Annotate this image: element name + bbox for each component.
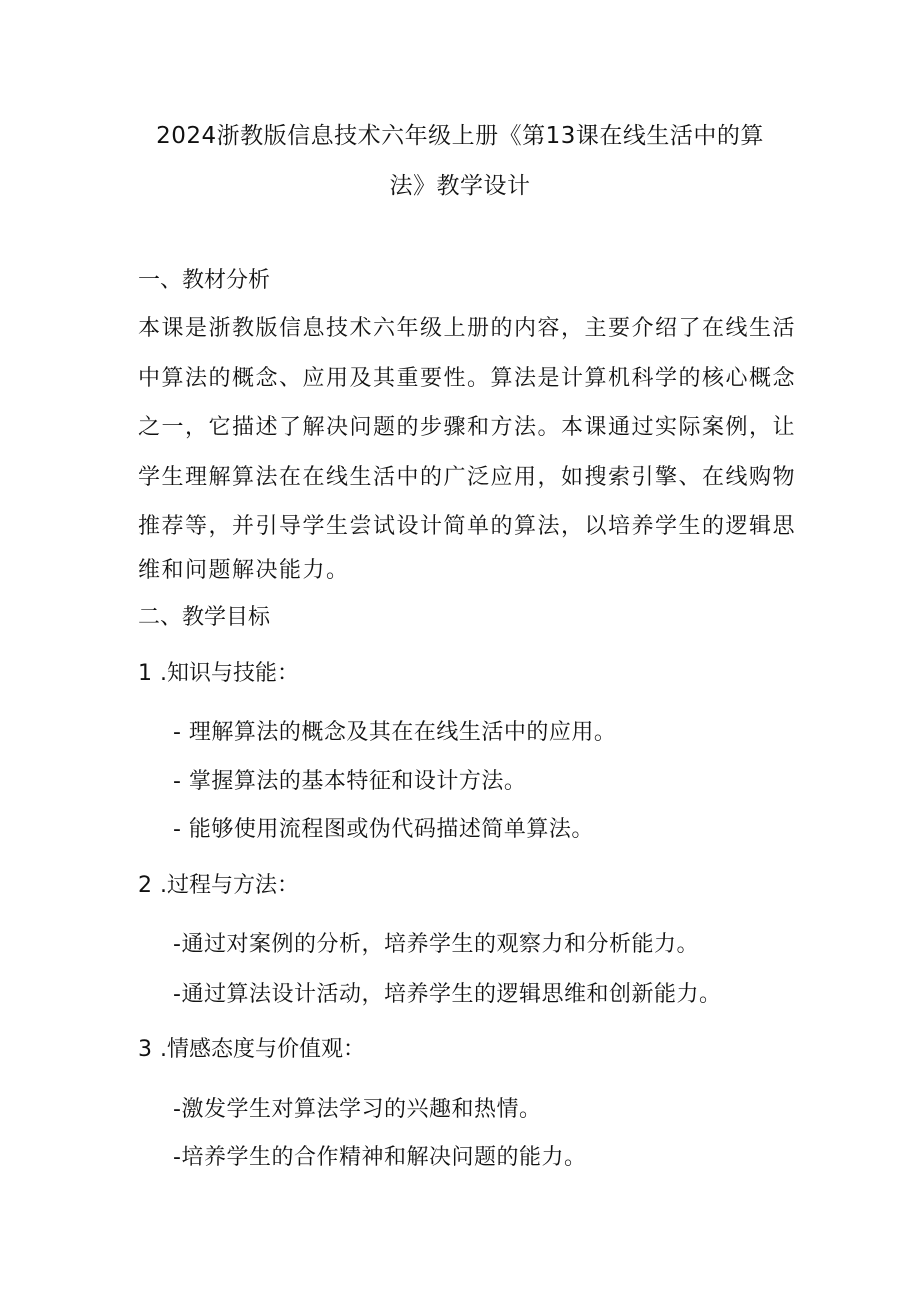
section-heading-teaching-goals: 二、教学目标 (138, 605, 271, 630)
goal-list-item: -通过算法设计活动，培养学生的逻辑思维和创新能力。 (173, 982, 722, 1007)
goal-list-item: -通过对案例的分析，培养学生的观察力和分析能力。 (173, 932, 699, 957)
goal-title: .过程与方法： (160, 873, 299, 898)
goal-list-item: -激发学生对算法学习的兴趣和热情。 (173, 1097, 542, 1122)
document-title-line-1: 2024浙教版信息技术六年级上册《第13课在线生活中的算 (156, 123, 764, 149)
goal-heading-attitudes-values (138, 1030, 365, 1070)
paragraph-line: 之一，它描述了解决问题的步骤和方法。本课通过实际案例，让 (138, 415, 797, 440)
goal-heading-knowledge-skills (138, 654, 299, 694)
goal-number: 3 (138, 1037, 152, 1062)
goal-list-item: - 能够使用流程图或伪代码描述简单算法。 (173, 817, 594, 842)
goal-list-item: - 掌握算法的基本特征和设计方法。 (173, 769, 527, 794)
paragraph-line: 推荐等，并引导学生尝试设计简单的算法，以培养学生的逻辑思 (138, 514, 797, 539)
goal-list-item: -培养学生的合作精神和解决问题的能力。 (173, 1145, 587, 1170)
goal-number: 1 (138, 661, 152, 686)
paragraph-line: 本课是浙教版信息技术六年级上册的内容，主要介绍了在线生活 (138, 316, 797, 341)
paragraph-line: 维和问题解决能力。 (138, 558, 350, 583)
goal-number: 2 (138, 873, 152, 898)
document-title-line-2: 法》教学设计 (389, 173, 531, 199)
goal-list-item: - 理解算法的概念及其在在线生活中的应用。 (173, 720, 617, 745)
goal-title: .情感态度与价值观： (160, 1037, 365, 1062)
section-heading-textbook-analysis: 一、教材分析 (138, 268, 271, 293)
paragraph-line: 中算法的概念、应用及其重要性。算法是计算机科学的核心概念 (138, 366, 797, 391)
goal-heading-process-methods (138, 866, 299, 906)
paragraph-line: 学生理解算法在在线生活中的广泛应用，如搜索引擎、在线购物 (138, 465, 797, 490)
goal-title: .知识与技能： (160, 661, 299, 686)
